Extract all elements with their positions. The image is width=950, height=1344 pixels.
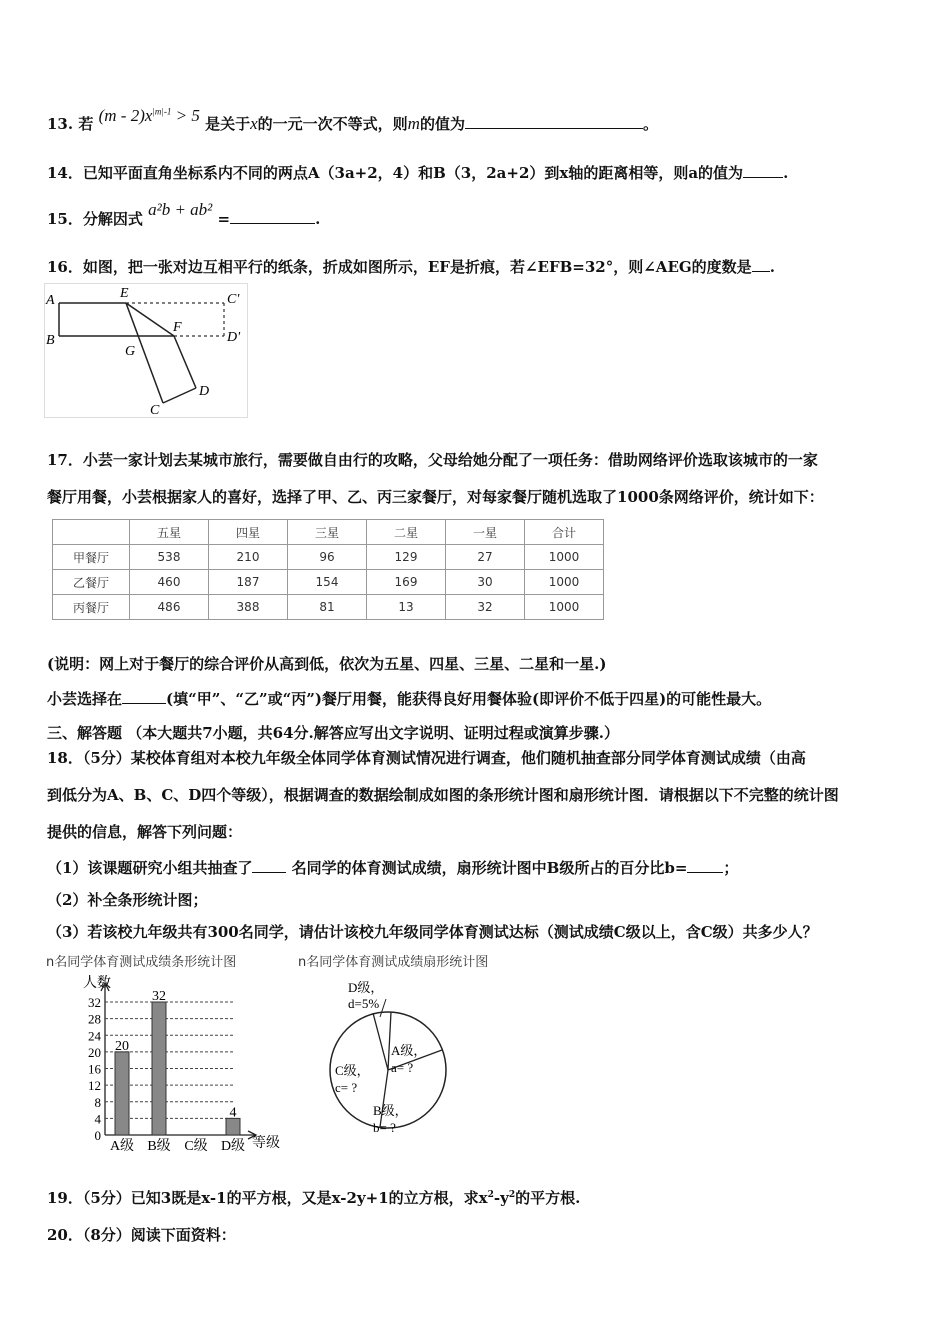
y-tick-label: 0 [94, 1128, 101, 1143]
label-C-prime: C' [227, 292, 240, 307]
y-tick-label: 24 [88, 1028, 101, 1044]
bar [152, 1002, 166, 1135]
q15-expression: a²b + ab² [148, 200, 213, 219]
question-17-ask: 小芸选择在 (填“甲”、“乙”或“丙”)餐厅用餐，能获得良好用餐体验(即评价不低于四星)的可能性最大。 [47, 690, 772, 708]
segment-FD [174, 336, 196, 388]
pie-chart-title: n名同学体育测试成绩扇形统计图 [298, 955, 489, 970]
table-header-row: 五星 四星 三星 二星 一星 合计 [53, 520, 604, 545]
segment-CD [163, 388, 196, 403]
q16-answer-blank[interactable] [752, 257, 770, 272]
bar-data-label: 4 [229, 1105, 237, 1121]
x-tick-label: A级 [109, 1139, 135, 1154]
label-G: G [125, 344, 136, 359]
question-14: 14．已知平面直角坐标系内不同的两点A（3a+2，4）和B（3，2a+2）到x轴的距离相等，则a的值为 . [47, 164, 789, 182]
question-18-line3: 提供的信息，解答下列问题： [47, 823, 243, 841]
q13-prefix: 若 [78, 115, 94, 133]
question-16: 16．如图，把一张对边互相平行的纸条，折成如图所示，EF是折痕，若∠EFB=32°，则∠AEG的度数是 . [47, 258, 775, 276]
bar [226, 1118, 240, 1135]
table-row: 乙餐厅 460 187 154 169 30 1000 [53, 570, 604, 595]
y-tick-label: 28 [88, 1011, 101, 1027]
question-13: 13. 若 $(m - 2)x^{|m|-1} > 5$ 是关于x的一元一次不等式，则m的值为 。 [47, 106, 658, 133]
question-18-line1: 18．（5分）某校体育组对本校九年级全体同学体育测试情况进行调查，他们随机抽查部分同学体育测试成绩（由高 [47, 749, 806, 767]
label-A: A [46, 293, 55, 308]
label-E: E [120, 286, 129, 301]
pie-label-d: D级， [348, 980, 384, 995]
x-tick-label: D级 [220, 1139, 246, 1154]
pie-label-c: C级， [335, 1063, 370, 1078]
bar [115, 1052, 129, 1135]
q13-answer-blank[interactable] [465, 114, 643, 129]
q13-number: 13. [47, 115, 74, 133]
x-tick-label: B级 [147, 1139, 171, 1154]
question-18-part1: （1）该课题研究小组共抽查了 名同学的体育测试成绩，扇形统计图中B级所占的百分比b= ； [47, 859, 739, 877]
crease-EF [126, 303, 174, 336]
restaurant-rating-table [52, 519, 604, 620]
label-D: D [199, 384, 210, 399]
label-C: C [150, 403, 160, 418]
table-row: 甲餐厅 538 210 96 129 27 1000 [53, 545, 604, 570]
y-tick-label: 32 [88, 995, 101, 1010]
question-17-line1: 17．小芸一家计划去某城市旅行，需要做自由行的攻略，父母给她分配了一项任务：借助网络评价选取该城市的一家 [47, 451, 818, 469]
y-tick-label: 8 [94, 1094, 101, 1110]
pie-value-c: c= ? [335, 1080, 358, 1095]
y-tick-label: 16 [88, 1061, 101, 1077]
q15-answer-blank[interactable] [230, 209, 315, 224]
fold-figure [44, 283, 248, 418]
question-18-line2: 到低分为A、B、C、D四个等级），根据调查的数据绘制成如图的条形统计图和扇形统计图．请根据以下不完整的统计图 [47, 786, 839, 804]
pie-value-a: a= ? [391, 1060, 414, 1075]
pie-value-d: d=5% [348, 996, 380, 1011]
q18-count-blank[interactable] [252, 858, 286, 873]
bar-chart [75, 975, 295, 1160]
x-axis-label: 等级 [252, 1136, 280, 1151]
y-tick-label: 12 [88, 1078, 101, 1094]
question-18-part3: （3）若该校九年级共有300名同学，请估计该校九年级同学体育测试达标（测试成绩C级以上，含C级）共多少人？ [47, 923, 818, 941]
y-axis-label: 人数 [83, 976, 111, 991]
table-row: 丙餐厅 486 388 81 13 32 1000 [53, 595, 604, 620]
pie-chart [318, 975, 458, 1155]
question-19: 19．（5分）已知3既是x-1的平方根，又是x-2y+1的立方根，求$x^2-y^2$的平方根. [47, 1189, 581, 1207]
y-tick-label: 20 [88, 1044, 101, 1060]
pie-label-a: A级， [391, 1043, 427, 1058]
label-D-prime: D' [227, 330, 241, 345]
question-18-part2: （2）补全条形统计图； [47, 891, 208, 909]
bar-data-label: 32 [152, 989, 166, 1004]
question-15: 15．分解因式 a²b + ab² = . [47, 200, 321, 228]
question-17-note: (说明：网上对于餐厅的综合评价从高到低，依次为五星、四星、三星、二星和一星.) [47, 655, 607, 673]
bar-chart-title: n名同学体育测试成绩条形统计图 [46, 955, 237, 970]
question-20: 20．（8分）阅读下面资料： [47, 1226, 236, 1244]
bar-data-label: 20 [115, 1038, 129, 1054]
q18-percent-blank[interactable] [687, 858, 723, 873]
pie-label-b: B级， [373, 1103, 408, 1118]
section-heading: 三、解答题 （本大题共7小题，共64分.解答应写出文字说明、证明过程或演算步骤.） [47, 724, 619, 742]
label-B: B [46, 333, 55, 348]
q13-expression: $(m - 2)x^{|m|-1} > 5$ [98, 106, 200, 125]
q14-answer-blank[interactable] [743, 163, 783, 178]
y-tick-label: 4 [94, 1111, 101, 1127]
q17-answer-blank[interactable] [122, 689, 166, 704]
x-tick-label: C级 [184, 1139, 208, 1154]
label-F: F [173, 320, 182, 335]
question-17-line2: 餐厅用餐，小芸根据家人的喜好，选择了甲、乙、丙三家餐厅，对每家餐厅随机选取了1000条网络评价，统计如下： [47, 488, 824, 506]
pie-value-b: b= ? [373, 1120, 396, 1135]
